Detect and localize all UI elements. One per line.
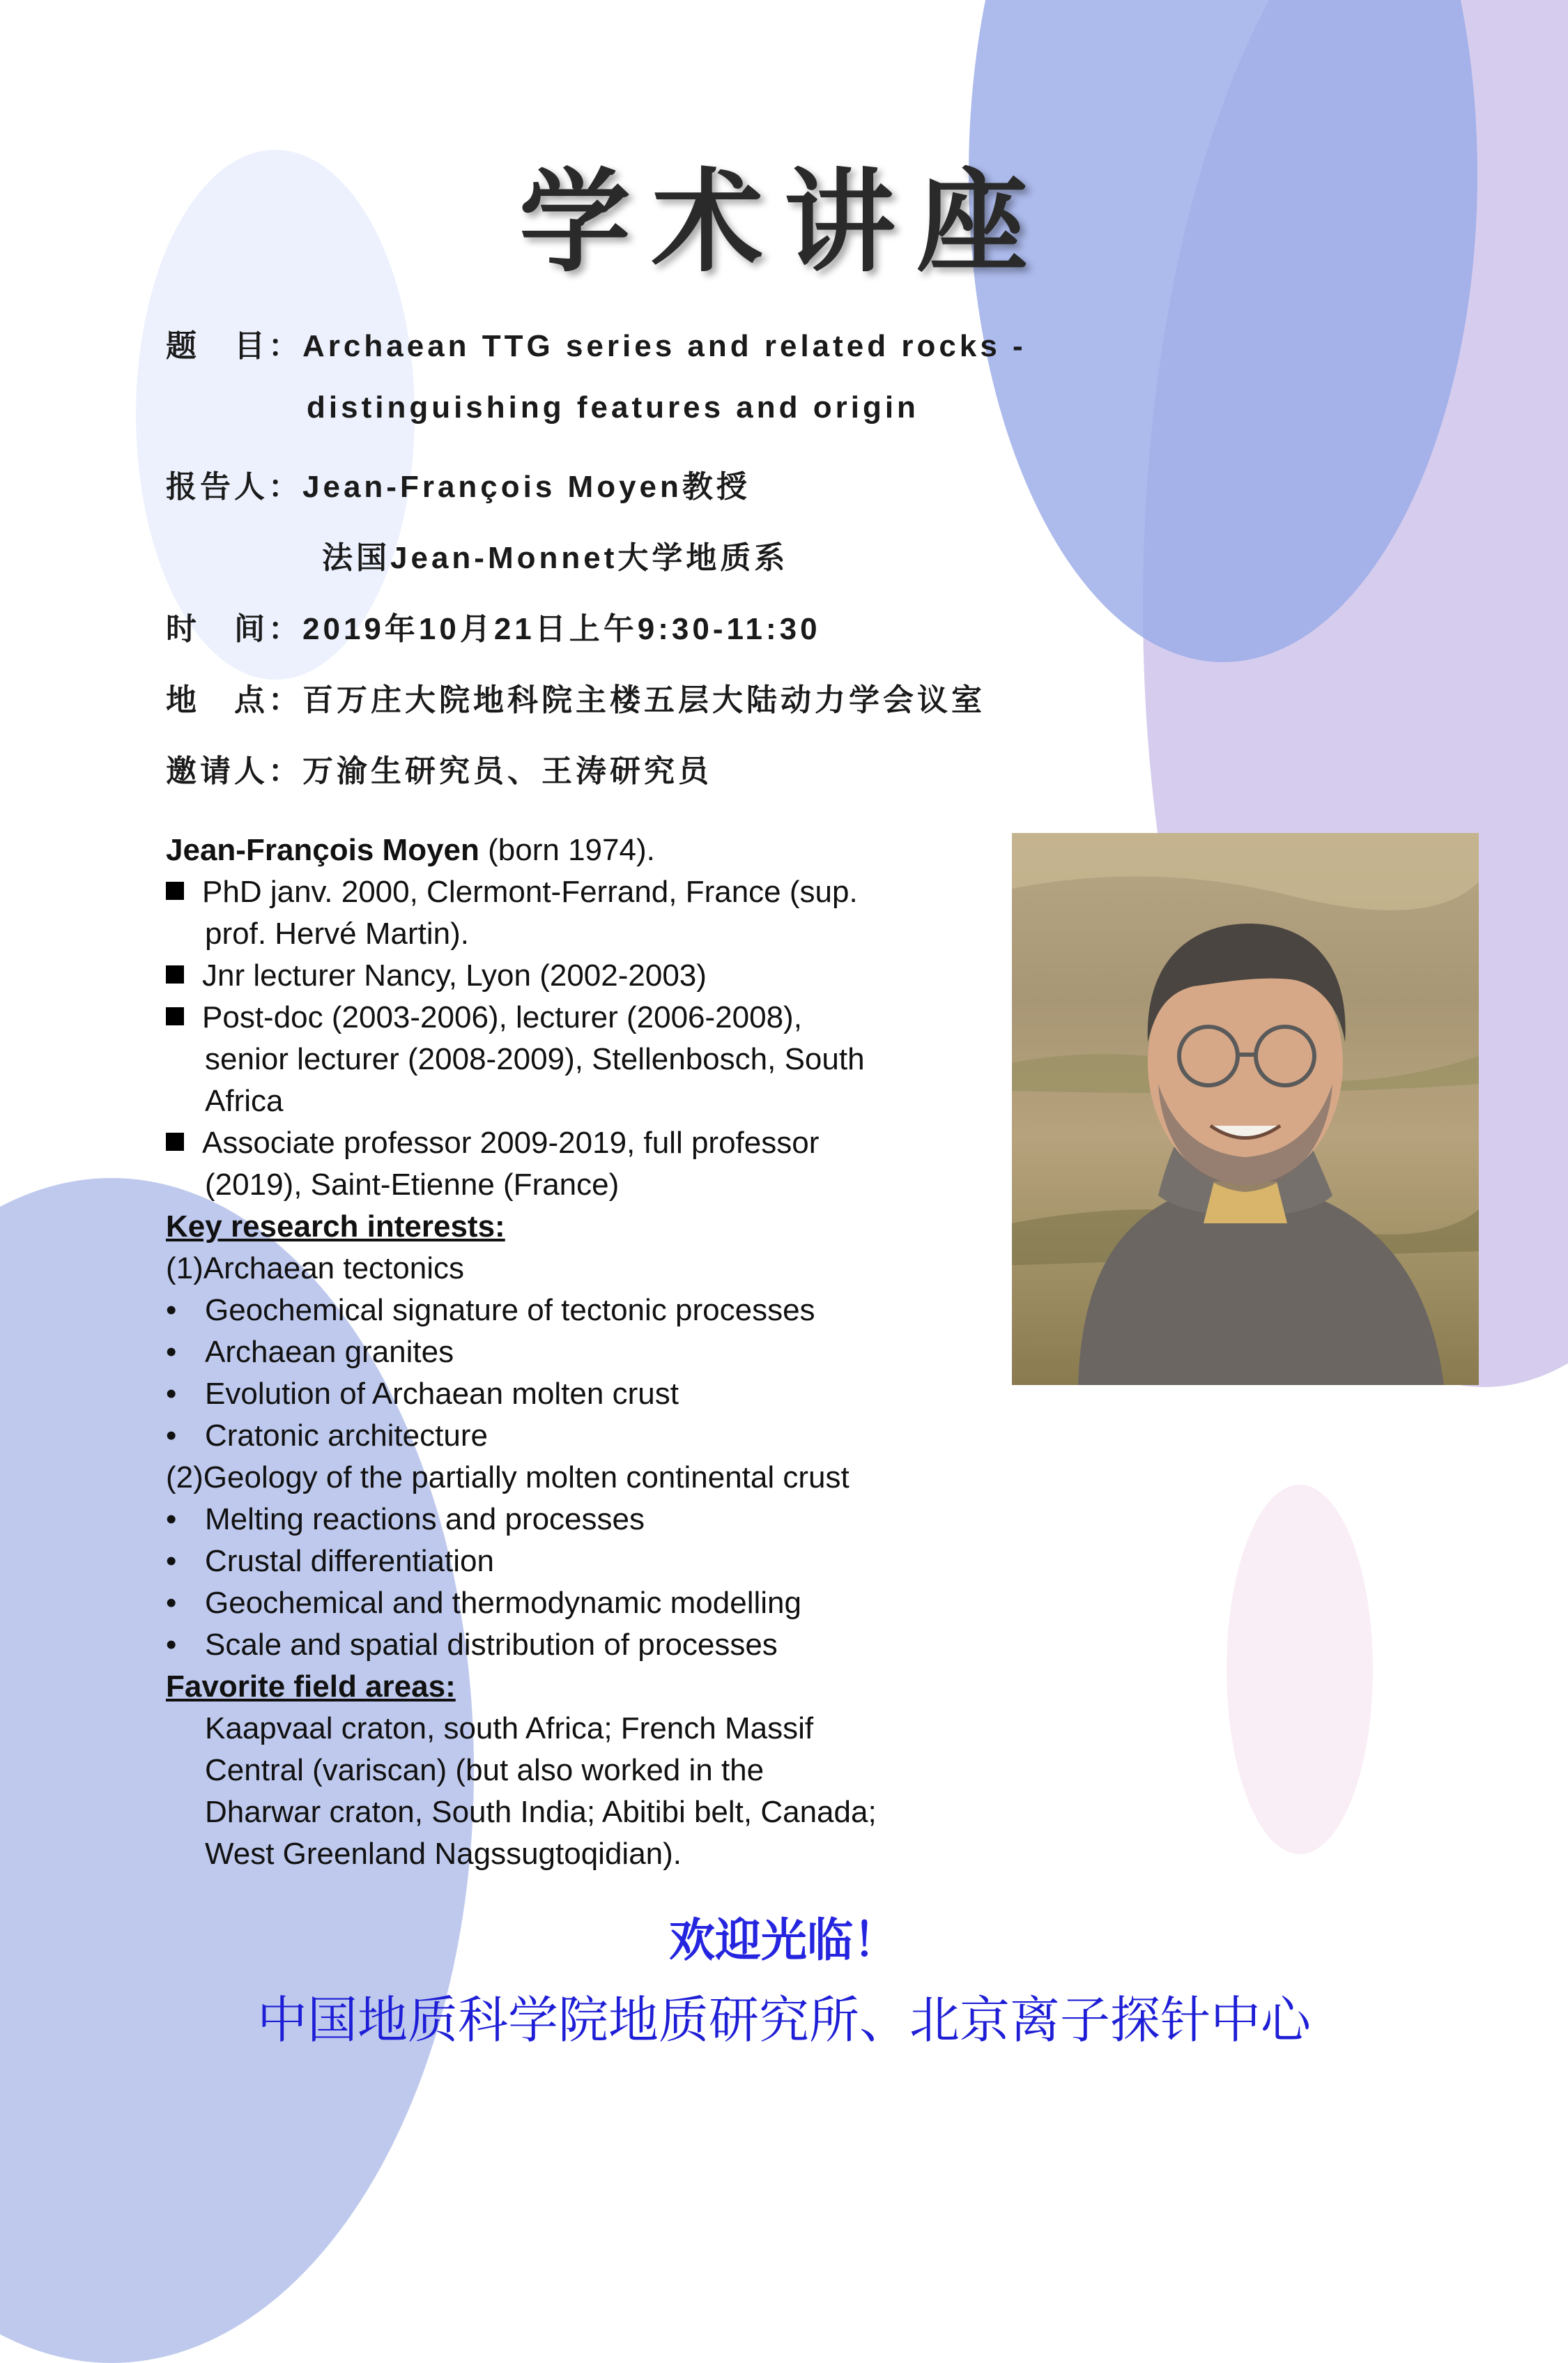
career-item-continuation: Africa [205,1084,284,1118]
speaker-name: Jean-François Moyen教授 [302,470,751,504]
inviter-label: 邀请人： [166,754,302,788]
bio-name: Jean-François Moyen [166,833,479,867]
speaker-portrait-icon [1012,833,1479,1385]
group-2-list [166,1499,877,1666]
field-area-line: West Greenland Nagssugtoqidian). [205,1837,682,1871]
speaker-photo [1012,833,1479,1385]
career-item [166,871,877,913]
interests-heading: Key research interests: [166,1209,505,1244]
bullet-dot-icon: • [166,1293,177,1327]
speaker-row [166,461,751,506]
bullet-dot-icon: • [166,1502,177,1536]
inviter-row [166,746,712,790]
list-item [166,1415,877,1457]
career-item [166,1122,877,1164]
list-item-text: Cratonic architecture [205,1418,488,1453]
list-item [166,1373,877,1415]
topic-row [166,321,1027,365]
inviter-value: 万渝生研究员、王涛研究员 [302,754,712,788]
list-item-text: Archaean granites [205,1335,454,1369]
welcome-message: 欢迎光临！ [669,1914,899,1966]
list-item-text: Melting reactions and processes [205,1502,645,1536]
square-bullet-icon [166,1007,184,1025]
field-heading: Favorite field areas: [166,1669,456,1704]
bullet-dot-icon: • [166,1628,177,1662]
bio-header [166,829,877,871]
bio-born: (born 1974). [479,833,655,867]
career-item [166,955,877,997]
speaker-label: 报告人： [166,470,302,504]
poster-title: 学术讲座 [518,157,1049,287]
list-item [166,1540,877,1582]
career-item-text: PhD janv. 2000, Clermont-Ferrand, France (sup. [202,875,858,909]
list-item [166,1290,877,1331]
career-item-continuation: prof. Hervé Martin). [205,917,469,951]
speaker-affiliation: 法国Jean-Monnet大学地质系 [322,541,789,575]
career-item-continuation: senior lecturer (2008-2009), Stellenbosch, South [205,1042,865,1076]
career-item-text: Associate professor 2009-2019, full professor [202,1126,820,1160]
group-1-list [166,1290,877,1457]
list-item-text: Crustal differentiation [205,1544,494,1578]
field-area-line: Central (variscan) (but also worked in the [205,1753,764,1787]
list-item-text: Evolution of Archaean molten crust [205,1377,679,1411]
place-label: 地 点： [166,683,302,717]
time-label: 时 间： [166,612,302,646]
field-area-line: Dharwar craton, South India; Abitibi belt, Canada; [205,1795,877,1829]
group-2-heading: (2)Geology of the partially molten continental crust [166,1460,850,1494]
career-item-continuation: (2019), Saint-Etienne (France) [205,1168,620,1202]
speaker-bio [166,829,877,1875]
career-item [166,997,877,1039]
list-item-text: Scale and spatial distribution of processes [205,1628,778,1662]
time-row [166,604,821,648]
bullet-dot-icon: • [166,1377,177,1411]
bullet-dot-icon: • [166,1418,177,1453]
field-areas [166,1708,877,1875]
organizer: 中国地质科学院地质研究所、北京离子探针中心 [256,1991,1311,2049]
place-value: 百万庄大院地科院主楼五层大陆动力学会议室 [302,683,985,717]
square-bullet-icon [166,965,184,984]
list-item [166,1499,877,1540]
career-list [166,871,877,1206]
career-item-text: Jnr lecturer Nancy, Lyon (2002-2003) [202,958,707,993]
topic-line-1: Archaean TTG series and related rocks - [302,329,1027,363]
time-value: 2019年10月21日上午9:30-11:30 [302,612,821,646]
background-shape-pink [1227,1485,1373,1854]
place-row [166,675,985,719]
group-1-heading: (1)Archaean tectonics [166,1251,464,1285]
square-bullet-icon [166,882,184,900]
bullet-dot-icon: • [166,1335,177,1369]
career-item-text: Post-doc (2003-2006), lecturer (2006-2008), [202,1000,802,1034]
square-bullet-icon [166,1133,184,1151]
bullet-dot-icon: • [166,1586,177,1620]
field-area-line: Kaapvaal craton, south Africa; French Massif [205,1711,814,1745]
list-item-text: Geochemical and thermodynamic modelling [205,1586,801,1620]
list-item [166,1331,877,1373]
list-item [166,1582,877,1624]
list-item [166,1624,877,1666]
topic-label: 题 目： [166,329,302,363]
list-item-text: Geochemical signature of tectonic processes [205,1293,815,1327]
bullet-dot-icon: • [166,1544,177,1578]
topic-line-2: distinguishing features and origin [307,390,919,425]
